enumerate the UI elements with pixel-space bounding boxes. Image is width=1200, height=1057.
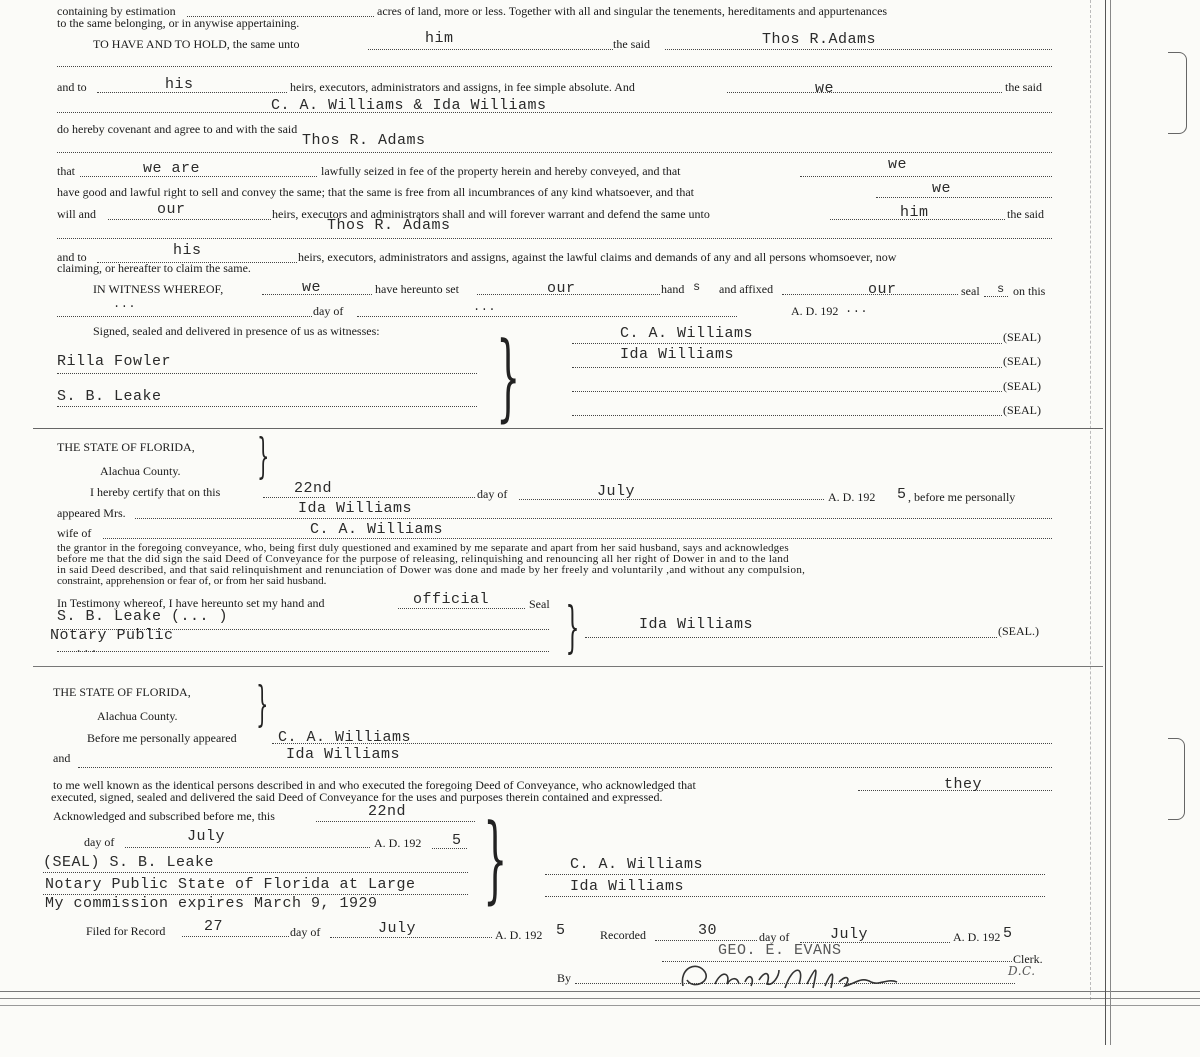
- blank-line: [57, 112, 1052, 113]
- and-to-text: and to: [57, 250, 87, 264]
- and-text: and: [53, 751, 71, 765]
- bottom-rule: [0, 1005, 1200, 1006]
- seal-label-1: (SEAL): [1003, 330, 1041, 344]
- witness-2: S. B. Leake: [57, 388, 162, 405]
- person-1: C. A. Williams: [278, 729, 412, 746]
- binder-clip-bottom: [1168, 738, 1185, 820]
- testimony-value: official: [413, 591, 490, 608]
- blank-line: [135, 518, 1052, 519]
- deed-line1b: acres of land, more or less. Together with all and singular the tenements, hereditaments and appurtenances: [377, 4, 888, 18]
- affixed-value: our: [868, 281, 897, 298]
- hereunto-value: our: [547, 280, 576, 297]
- state-text: THE STATE OF FLORIDA,: [53, 685, 191, 699]
- claims-text: heirs, executors, administrators and assigns, against the lawful claims and demands of any and all persons whomsoever, now: [298, 250, 897, 264]
- bracket: }: [565, 595, 580, 659]
- binder-clip-top: [1168, 52, 1187, 134]
- ack1-signer: Ida Williams: [639, 616, 754, 633]
- warrant-text: heirs, executors and administrators shall and will forever warrant and defend the same unto: [272, 207, 710, 221]
- seal-text: seal: [961, 284, 980, 298]
- day-of-text: day of: [759, 930, 790, 944]
- warrant-grantee-value: Thos R. Adams: [327, 217, 451, 234]
- the-said-text: the said: [1007, 207, 1044, 221]
- notary-signature: (SEAL) S. B. Leake: [43, 854, 215, 871]
- seal-value: s: [997, 282, 1005, 296]
- section-divider: [33, 666, 1103, 667]
- known-text: to me well known as the identical persons described in and who executed the foregoing Deed of Conveyance, who acknowledged that: [53, 778, 696, 792]
- known-value: they: [944, 776, 983, 793]
- witness-value: we: [302, 279, 322, 296]
- filed-month: July: [378, 920, 417, 937]
- year-value: ...: [845, 302, 869, 316]
- seal-label-3: (SEAL): [1003, 379, 1041, 393]
- and-to-value: his: [165, 76, 194, 93]
- seal-label: (SEAL.): [998, 624, 1039, 638]
- ack2-year-value: 5: [452, 832, 462, 849]
- section-divider: [33, 428, 1103, 429]
- month-value: ...: [473, 300, 497, 314]
- bracket: }: [256, 676, 269, 732]
- seized-value: we: [888, 156, 908, 173]
- day-of-text: day of: [477, 487, 508, 501]
- covenant-value: Thos R. Adams: [302, 132, 426, 149]
- and-to-text: and to: [57, 80, 87, 94]
- bottom-rule: [0, 991, 1200, 992]
- blank-line: [876, 197, 1052, 198]
- filed-year: 5: [556, 922, 566, 939]
- habendum-text: TO HAVE AND TO HOLD, the same unto: [93, 37, 300, 51]
- blank-line: [585, 637, 997, 638]
- rec-month: July: [830, 926, 869, 943]
- the-said-text: the said: [613, 37, 650, 51]
- bottom-rule: [0, 998, 1200, 999]
- ack1-month-value: July: [597, 483, 636, 500]
- the-said-text: the said: [1005, 80, 1042, 94]
- blank-line: [572, 367, 1002, 368]
- blank-line: [182, 936, 289, 937]
- signer-2: Ida Williams: [620, 346, 735, 363]
- state-text: THE STATE OF FLORIDA,: [57, 440, 195, 454]
- blank-line: [78, 767, 1052, 768]
- will-value: our: [157, 201, 186, 218]
- blank-line: [125, 847, 370, 848]
- seal-word: Seal: [529, 597, 550, 611]
- day-value: ...: [113, 297, 137, 311]
- grantors-value: C. A. Williams & Ida Williams: [271, 97, 547, 114]
- notary-title: Notary Public: [50, 627, 174, 644]
- certify-text: I hereby certify that on this: [90, 485, 221, 499]
- blank-line: [572, 415, 1002, 416]
- ad-text: A. D. 192: [374, 836, 422, 850]
- blank-line: [316, 821, 475, 822]
- ack1-body-1: the grantor in the foregoing conveyance, who, being first duly questioned and examined by me separate and apart from her said husband, says and acknowledges: [57, 542, 789, 554]
- blank-line: [727, 92, 1002, 93]
- dc-initials: D.C.: [1008, 964, 1036, 978]
- ad-text: A. D. 192: [828, 490, 876, 504]
- ack1-body-2: before me that the did sign the said Deed of Conveyance for the purpose of releasing, relinquishing and renouncing all her right of Dower in and to the land: [57, 553, 789, 565]
- page-edge: [1110, 0, 1111, 1045]
- blank-line: [57, 373, 477, 374]
- that-value: we are: [143, 160, 201, 177]
- blank-line: [545, 896, 1045, 897]
- signed-text: Signed, sealed and delivered in presence of us as witnesses:: [93, 324, 380, 338]
- blank-line: [655, 940, 757, 941]
- clerk-name: GEO. E. EVANS: [718, 942, 842, 959]
- and-value: we: [815, 80, 835, 97]
- recorded-text: Recorded: [600, 928, 646, 942]
- grantee-value: Thos R.Adams: [762, 31, 877, 48]
- blank-line: [43, 872, 468, 873]
- appeared-text: appeared Mrs.: [57, 506, 126, 520]
- appeared-value: Ida Williams: [298, 500, 413, 517]
- covenant-text: do hereby covenant and agree to and with the said: [57, 122, 298, 136]
- blank-line: [57, 651, 549, 652]
- rec-year: 5: [1003, 925, 1013, 942]
- blank-line: [57, 316, 312, 317]
- page-edge: [1105, 0, 1106, 1045]
- good-right-value: we: [932, 180, 952, 197]
- blank-line: [665, 49, 1052, 50]
- wife-of-value: C. A. Williams: [310, 521, 444, 538]
- good-right-text: have good and lawful right to sell and convey the same; that the same is free from all incumbrances of any kind whatsoever, and that: [57, 185, 694, 199]
- ack1-year-value: 5: [897, 486, 907, 503]
- witness-text: IN WITNESS WHEREOF,: [93, 282, 224, 296]
- notary-signature: S. B. Leake (... ): [57, 608, 229, 625]
- blank-line: [263, 497, 475, 498]
- blank-line: [103, 538, 1052, 539]
- hand-value: s: [693, 280, 701, 294]
- county-text: Alachua County.: [100, 464, 181, 478]
- notary-title: Notary Public State of Florida at Large: [45, 876, 416, 893]
- subscribed-text: Acknowledged and subscribed before me, this: [53, 809, 275, 823]
- filed-text: Filed for Record: [86, 924, 166, 938]
- notary-dots: ...: [75, 642, 99, 656]
- habendum-to-value: him: [425, 30, 454, 47]
- by-text: By: [557, 971, 572, 985]
- subscribed-value: 22nd: [368, 803, 407, 820]
- day-of-text: day of: [313, 304, 344, 318]
- filed-day: 27: [204, 918, 224, 935]
- blank-line: [519, 499, 824, 500]
- heirs-text: heirs, executors, administrators and assigns, in fee simple absolute. And: [290, 80, 635, 94]
- will-and-text: will and: [57, 207, 96, 221]
- blank-line: [545, 874, 1045, 875]
- commission-text: My commission expires March 9, 1929: [45, 895, 378, 912]
- and-to-2-value: his: [173, 242, 202, 259]
- blank-line: [432, 848, 467, 849]
- ack2-signer-1: C. A. Williams: [570, 856, 704, 873]
- deputy-clerk-signature: [675, 958, 915, 994]
- hereunto-text: have hereunto set: [375, 282, 459, 296]
- ack2-signer-2: Ida Williams: [570, 878, 685, 895]
- seal-label-4: (SEAL): [1003, 403, 1041, 417]
- hand-text: hand: [661, 282, 685, 296]
- ad-text: A. D. 192: [953, 930, 1001, 944]
- signer-1: C. A. Williams: [620, 325, 754, 342]
- blank-line: [800, 176, 1052, 177]
- blank-line: [572, 343, 1002, 344]
- blank-line: [108, 219, 271, 220]
- ad-text: A. D. 192: [495, 928, 543, 942]
- before-text: , before me personally: [908, 490, 1016, 504]
- bracket: }: [496, 322, 521, 432]
- wife-of-text: wife of: [57, 526, 92, 540]
- bracket: }: [257, 428, 270, 484]
- clerk-text: Clerk.: [1013, 952, 1043, 966]
- blank-line: [357, 316, 737, 317]
- county-text: Alachua County.: [97, 709, 178, 723]
- blank-line: [984, 296, 1008, 297]
- blank-line: [368, 49, 613, 50]
- day-of-text: day of: [84, 835, 115, 849]
- testimony-text: In Testimony whereof, I have hereunto set my hand and: [57, 596, 325, 610]
- blank-line: [398, 608, 525, 609]
- person-2: Ida Williams: [286, 746, 401, 763]
- blank-line: [57, 406, 477, 407]
- witness-1: Rilla Fowler: [57, 353, 172, 370]
- deed-line1: containing by estimation: [57, 4, 176, 18]
- rec-day: 30: [698, 922, 718, 939]
- ack1-body-4: constraint, apprehension or fear of, or from her said husband.: [57, 575, 327, 587]
- ack1-body-3: in said Deed described, and that said relinquishment and renunciation of Dower was done and made by her freely and voluntarily ,and without any compulsion,: [57, 564, 806, 576]
- day-of-text: day of: [290, 925, 321, 939]
- claims-text-2: claiming, or hereafter to claim the same.: [57, 261, 251, 275]
- before-text: Before me personally appeared: [87, 731, 237, 745]
- ad-text: A. D. 192: [791, 304, 839, 318]
- blank-line: [572, 391, 1002, 392]
- seized-text: lawfully seized in fee of the property herein and hereby conveyed, and that: [321, 164, 681, 178]
- blank-line: [330, 937, 492, 938]
- seal-label-2: (SEAL): [1003, 354, 1041, 368]
- deed-line2: to the same belonging, or in anywise appertaining.: [57, 16, 300, 30]
- executed-text: executed, signed, sealed and delivered the said Deed of Conveyance for the uses and purposes therein contained and expressed.: [51, 790, 663, 804]
- on-this-text: on this: [1013, 284, 1046, 298]
- affixed-text: and affixed: [719, 282, 774, 296]
- that-text: that: [57, 164, 75, 178]
- blank-line: [57, 152, 1052, 153]
- blank-line: [57, 238, 1052, 239]
- bracket: }: [483, 804, 508, 914]
- ack2-month-value: July: [187, 828, 226, 845]
- warrant-value: him: [900, 204, 929, 221]
- margin-rule: [1090, 0, 1091, 1000]
- ack1-day-value: 22nd: [294, 480, 333, 497]
- blank-line: [57, 66, 1052, 67]
